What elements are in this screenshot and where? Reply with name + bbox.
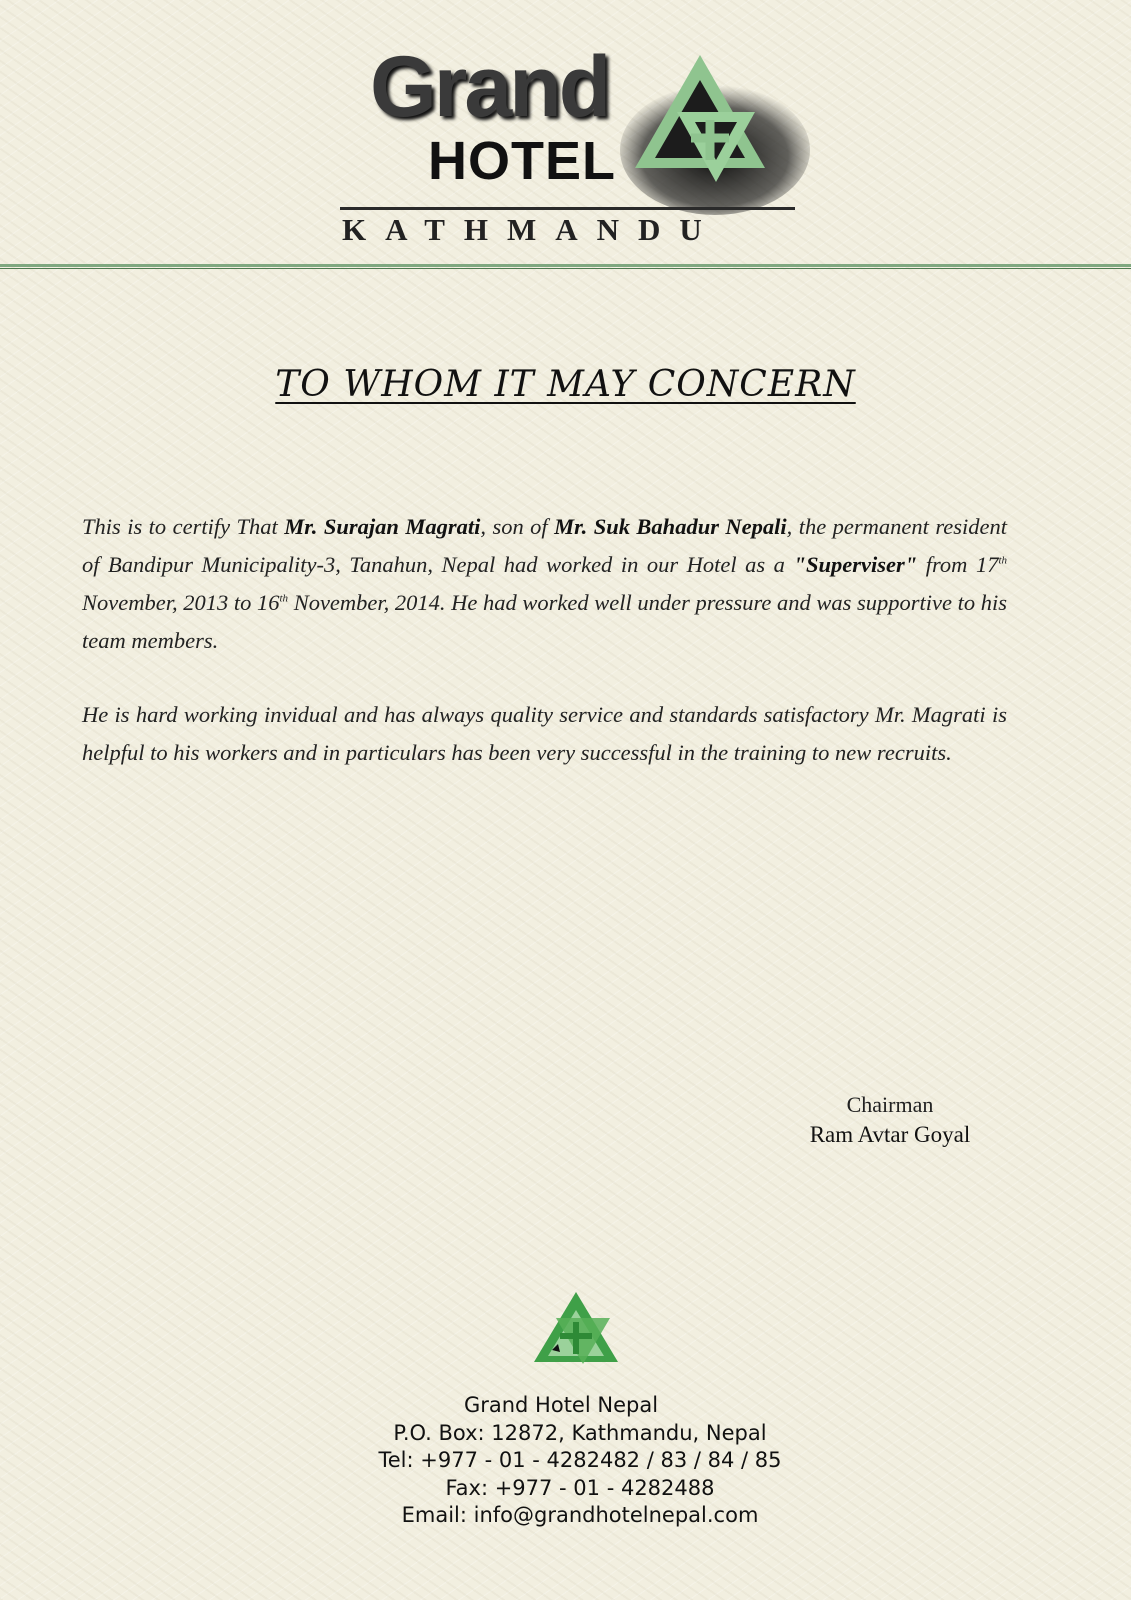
- footer-email[interactable]: Email: info@grandhotelnepal.com: [401, 1503, 759, 1527]
- paragraph-1: This is to certify That Mr. Surajan Magrati, son of Mr. Suk Bahadur Nepali, the permanent resident of Bandipur Municipality-3, Tanahun, Nepal had worked in our Hotel as a "Superviser" from 17th November, 2013 to 16th November, 2014. He had worked well under pressure and was supportive to his team members.: [82, 514, 1008, 653]
- footer-fax: Fax: +977 - 01 - 4282488: [445, 1475, 715, 1500]
- logo-divider: [340, 207, 795, 210]
- footer-emblem-icon: [530, 1292, 622, 1368]
- signer-name: Ram Avtar Goyal: [809, 1122, 971, 1147]
- father-name: Mr. Suk Bahadur Nepali: [554, 514, 787, 539]
- header-divider: [0, 264, 1131, 267]
- letter-title: TO WHOM IT MAY CONCERN: [275, 364, 856, 405]
- logo-grand-text: Grand: [370, 39, 609, 135]
- logo-emblem-icon: [605, 50, 815, 220]
- signer-role: Chairman: [846, 1092, 934, 1117]
- hotel-logo: [340, 39, 810, 247]
- job-position: "Superviser": [793, 552, 918, 577]
- footer-hotel-name: Grand Hotel Nepal: [463, 1393, 659, 1417]
- logo-hotel-text: HOTEL: [428, 131, 616, 191]
- logo-city-text: KATHMANDU: [342, 212, 721, 247]
- paragraph-2: He is hard working invidual and has always quality service and standards satisfactory Mr. Magrati is helpful to his workers and in particulars has been very successful in the training to new recruits.: [82, 702, 1007, 765]
- letter-body: [82, 508, 1007, 808]
- employee-name: Mr. Surajan Magrati: [284, 514, 481, 539]
- footer-contact: [0, 1392, 1131, 1530]
- footer-address: P.O. Box: 12872, Kathmandu, Nepal: [393, 1420, 767, 1445]
- header-divider-shadow: [0, 268, 1131, 269]
- footer-tel: Tel: +977 - 01 - 4282482 / 83 / 84 / 85: [378, 1448, 782, 1472]
- signature-block: [790, 1090, 990, 1150]
